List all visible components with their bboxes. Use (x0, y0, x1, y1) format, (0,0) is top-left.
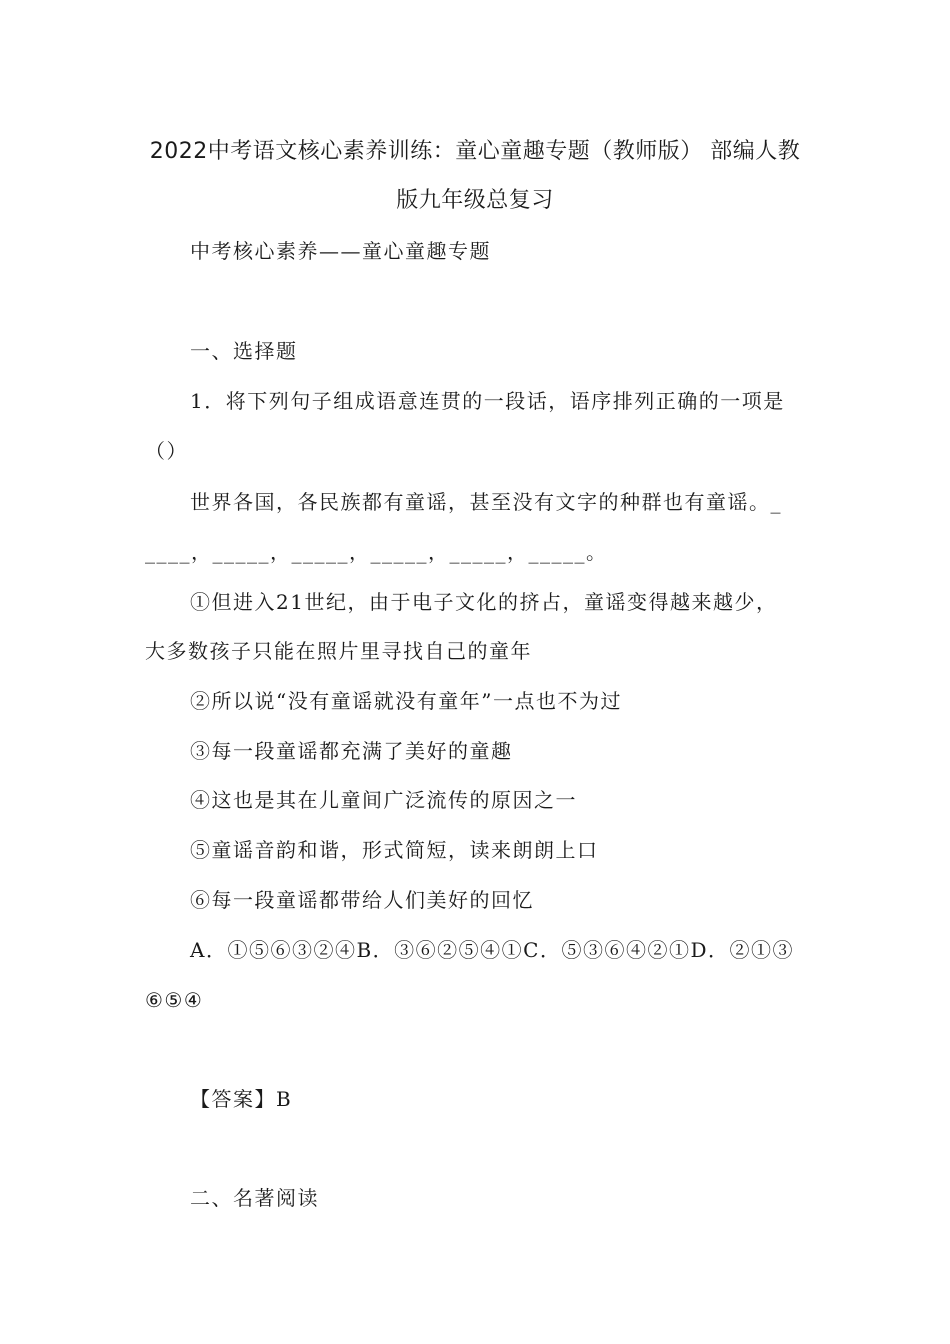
question-1-context: 世界各国，各民族都有童谣，甚至没有文字的种群也有童谣。_ (190, 490, 782, 514)
subtitle: 中考核心素养——童心童趣专题 (190, 239, 491, 263)
answer-choices-continued: ⑥⑤④ (145, 988, 204, 1012)
section-heading-reading: 二、名著阅读 (190, 1186, 319, 1210)
option-6: ⑥每一段童谣都带给人们美好的回忆 (190, 888, 534, 912)
answer-choices: A．①⑤⑥③②④B．③⑥②⑤④①C．⑤③⑥④②①D．②①③ (190, 938, 794, 962)
option-5: ⑤童谣音韵和谐，形式简短，读来朗朗上口 (190, 838, 599, 862)
document-title-line-1: 2022中考语文核心素养训练：童心童趣专题（教师版） 部编人教 (149, 139, 801, 164)
section-heading-choice: 一、选择题 (190, 339, 298, 363)
question-1-stem-continued: （） (145, 439, 188, 463)
option-4: ④这也是其在儿童间广泛流传的原因之一 (190, 788, 577, 812)
option-1-continued: 大多数孩子只能在照片里寻找自己的童年 (145, 639, 532, 663)
option-2: ②所以说“没有童谣就没有童年”一点也不为过 (190, 689, 622, 713)
question-1-stem: 1．将下列句子组成语意连贯的一段话，语序排列正确的一项是 (190, 389, 785, 413)
document-title-line-2: 版九年级总复习 (396, 188, 554, 213)
option-1: ①但进入21世纪，由于电子文化的挤占，童谣变得越来越少， (190, 590, 778, 614)
option-3: ③每一段童谣都充满了美好的童趣 (190, 739, 513, 763)
question-1-blanks: ____，_____，_____，_____，_____，_____。 (145, 540, 608, 564)
answer: 【答案】B (190, 1087, 293, 1111)
